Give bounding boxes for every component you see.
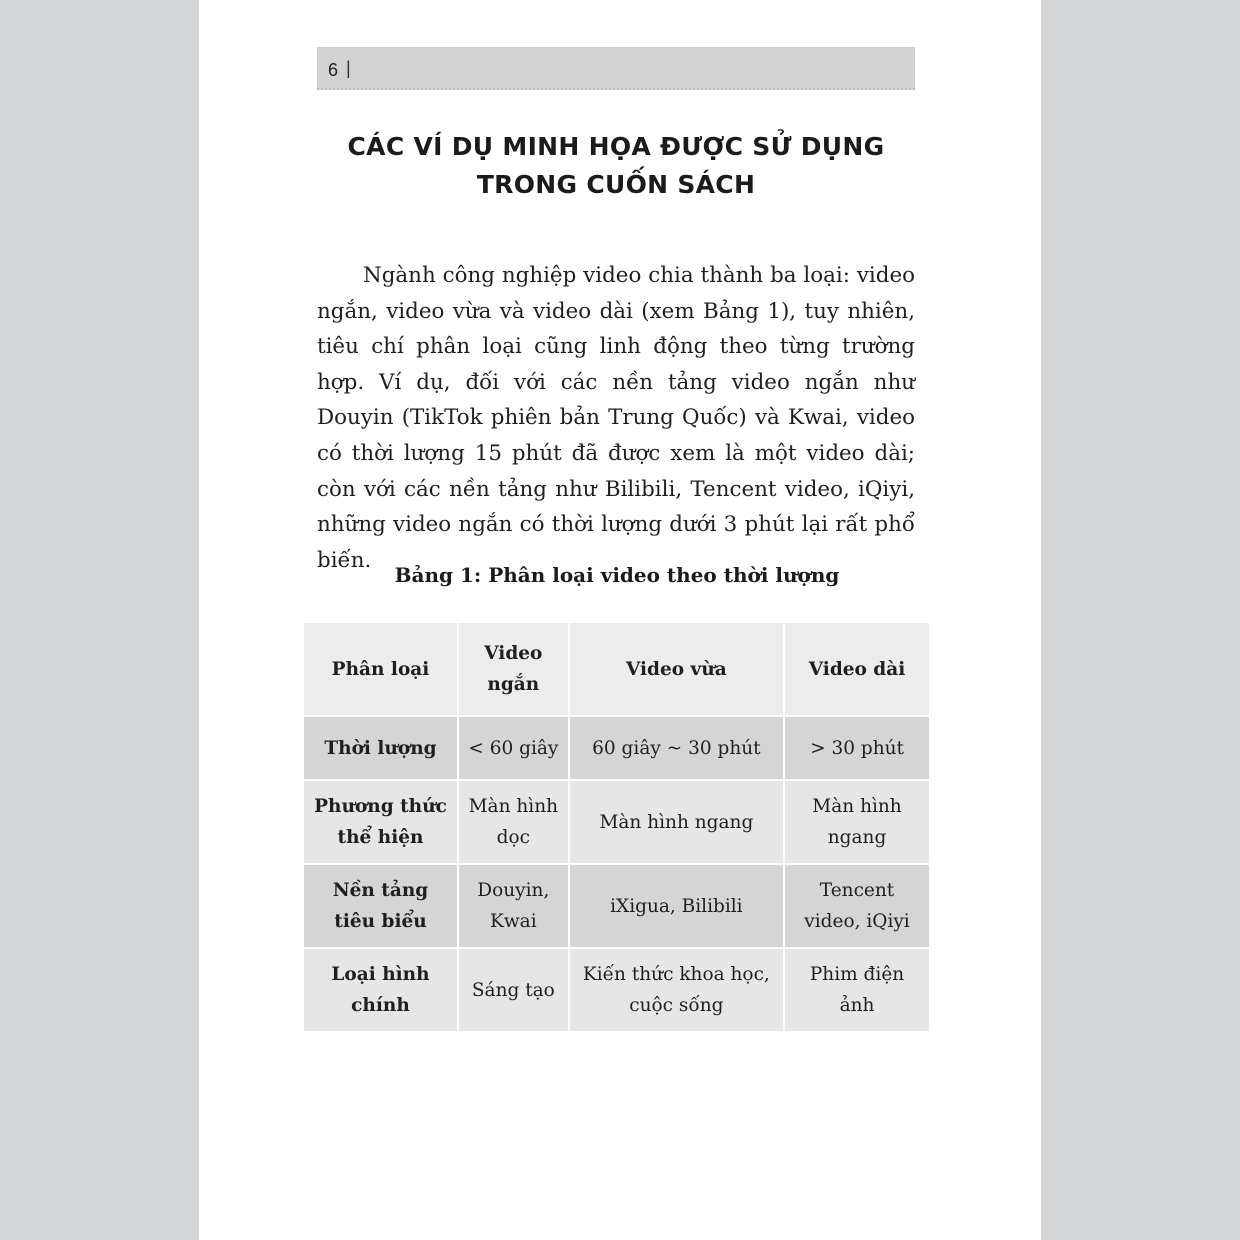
table-caption: Bảng 1: Phân loại video theo thời lượng bbox=[394, 563, 840, 587]
header-cell: Video dài bbox=[784, 622, 930, 716]
header-cell: Phân loại bbox=[303, 622, 458, 716]
table-cell: 60 giây ~ 30 phút bbox=[569, 716, 784, 780]
table-row bbox=[303, 864, 930, 948]
chapter-title-line-2: TRONG CUỐN SÁCH bbox=[476, 170, 756, 199]
table-cell: Màn hình dọc bbox=[458, 780, 569, 864]
chapter-title-line-1: CÁC VÍ DỤ MINH HỌA ĐƯỢC SỬ DỤNG bbox=[347, 132, 885, 161]
row-label: Nền tảng tiêu biểu bbox=[303, 864, 458, 948]
table-cell: iXigua, Bilibili bbox=[569, 864, 784, 948]
table-row bbox=[303, 716, 930, 780]
table-row bbox=[303, 948, 930, 1032]
table-cell: Màn hình ngang bbox=[569, 780, 784, 864]
table-cell: > 30 phút bbox=[784, 716, 930, 780]
table-header-row bbox=[303, 622, 930, 716]
book-page bbox=[199, 0, 1041, 1240]
body-paragraph: Ngành công nghiệp video chia thành ba loại: video ngắn, video vừa và video dài (xem Bảng 1), tuy nhiên, tiêu chí phân loại cũng linh động theo từng trường hợp. Ví dụ, đối với các nền tảng video ngắn như Douyin (TikTok phiên bản Trung Quốc) và Kwai, video có thời lượng 15 phút đã được xem là một video dài; còn với các nền tảng như Bilibili, Tencent video, iQiyi, những video ngắn có thời lượng dưới 3 phút lại rất phổ biến. bbox=[317, 263, 915, 573]
header-cell: Video vừa bbox=[569, 622, 784, 716]
running-header bbox=[317, 47, 915, 90]
table-cell: Sáng tạo bbox=[458, 948, 569, 1032]
row-label: Thời lượng bbox=[303, 716, 458, 780]
row-label: Phương thức thể hiện bbox=[303, 780, 458, 864]
page-number: 6 bbox=[328, 60, 339, 80]
row-label: Loại hình chính bbox=[303, 948, 458, 1032]
table-cell: Phim điện ảnh bbox=[784, 948, 930, 1032]
chapter-title bbox=[317, 128, 915, 204]
header-separator: | bbox=[346, 58, 351, 78]
classification-table bbox=[302, 621, 931, 1033]
table-cell: Kiến thức khoa học, cuộc sống bbox=[569, 948, 784, 1032]
table-row bbox=[303, 780, 930, 864]
table-cell: Màn hình ngang bbox=[784, 780, 930, 864]
table-cell: Tencent video, iQiyi bbox=[784, 864, 930, 948]
table-cell: Douyin, Kwai bbox=[458, 864, 569, 948]
table-cell: < 60 giây bbox=[458, 716, 569, 780]
header-cell: Video ngắn bbox=[458, 622, 569, 716]
